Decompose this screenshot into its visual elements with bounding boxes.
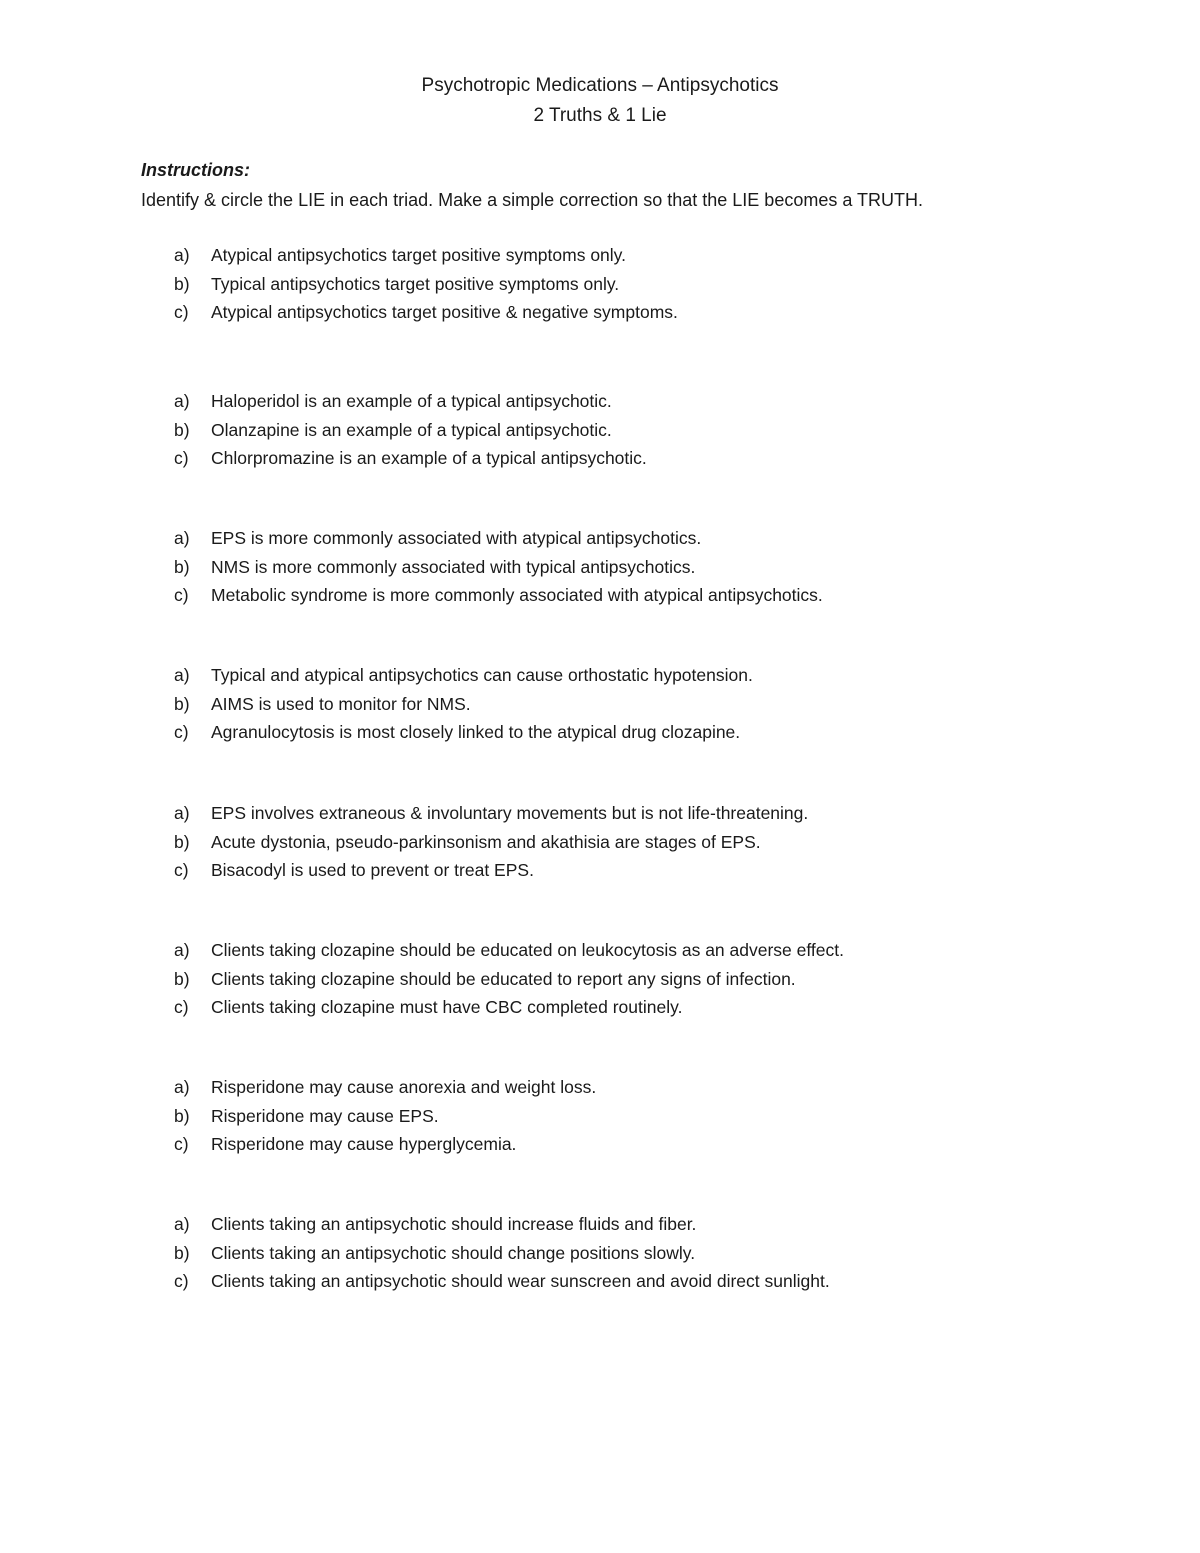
item-marker: b) xyxy=(174,1105,190,1126)
item-statement: Haloperidol is an example of a typical antipsychotic. xyxy=(211,391,612,411)
item-marker: b) xyxy=(174,831,190,852)
item-marker: b) xyxy=(174,968,190,989)
item-statement: Bisacodyl is used to prevent or treat EPS. xyxy=(211,860,534,881)
item-statement: Risperidone may cause anorexia and weight loss. xyxy=(211,1077,597,1097)
item-marker: c) xyxy=(174,1271,189,1292)
item-statement: Acute dystonia, pseudo-parkinsonism and akathisia are stages of EPS. xyxy=(211,831,761,852)
item-marker: a) xyxy=(174,803,190,823)
item-statement: Atypical antipsychotics target positive & negative symptoms. xyxy=(211,302,678,323)
item-marker: c) xyxy=(174,997,189,1018)
item-marker: b) xyxy=(174,419,190,440)
item-statement: Agranulocytosis is most closely linked to the atypical drug clozapine. xyxy=(211,722,741,743)
item-marker: c) xyxy=(174,860,189,881)
item-marker: c) xyxy=(174,448,189,469)
item-statement: Metabolic syndrome is more commonly associated with atypical antipsychotics. xyxy=(211,585,823,606)
item-statement: Clients taking clozapine should be educated on leukocytosis as an adverse effect. xyxy=(211,940,844,960)
item-statement: Atypical antipsychotics target positive symptoms only. xyxy=(211,245,626,265)
item-statement: EPS is more commonly associated with atypical antipsychotics. xyxy=(211,528,702,548)
item-statement: Typical antipsychotics target positive symptoms only. xyxy=(211,273,620,294)
item-marker: c) xyxy=(174,302,189,323)
item-statement: Clients taking clozapine should be educated to report any signs of infection. xyxy=(211,968,796,989)
item-statement: Clients taking an antipsychotic should wear sunscreen and avoid direct sunlight. xyxy=(211,1271,830,1292)
item-marker: c) xyxy=(174,585,189,606)
item-statement: EPS involves extraneous & involuntary movements but is not life-threatening. xyxy=(211,803,809,823)
page-title: Psychotropic Medications – Antipsychotics xyxy=(421,75,779,96)
item-marker: c) xyxy=(174,1134,189,1155)
item-statement: NMS is more commonly associated with typical antipsychotics. xyxy=(211,556,696,577)
item-statement: Risperidone may cause EPS. xyxy=(211,1105,439,1126)
item-statement: Risperidone may cause hyperglycemia. xyxy=(211,1134,517,1155)
item-marker: a) xyxy=(174,940,190,960)
item-statement: Typical and atypical antipsychotics can cause orthostatic hypotension. xyxy=(211,665,753,685)
instructions-text: Identify & circle the LIE in each triad. Make a simple correction so that the LIE becomes a TRUTH. xyxy=(141,190,924,210)
item-marker: b) xyxy=(174,556,190,577)
item-marker: a) xyxy=(174,1214,190,1234)
item-marker: a) xyxy=(174,528,190,548)
item-marker: c) xyxy=(174,722,189,743)
item-marker: b) xyxy=(174,1242,190,1263)
item-marker: b) xyxy=(174,693,190,714)
item-statement: Clients taking an antipsychotic should change positions slowly. xyxy=(211,1242,696,1263)
item-statement: Clients taking an antipsychotic should increase fluids and fiber. xyxy=(211,1214,697,1234)
page-subtitle: 2 Truths & 1 Lie xyxy=(533,105,667,126)
item-statement: Chlorpromazine is an example of a typical antipsychotic. xyxy=(211,448,647,469)
item-statement: Clients taking clozapine must have CBC completed routinely. xyxy=(211,997,683,1018)
item-marker: a) xyxy=(174,665,190,685)
item-marker: b) xyxy=(174,273,190,294)
item-marker: a) xyxy=(174,1077,190,1097)
item-statement: Olanzapine is an example of a typical antipsychotic. xyxy=(211,419,612,440)
instructions-label: Instructions: xyxy=(141,160,251,180)
item-marker: a) xyxy=(174,391,190,411)
item-statement: AIMS is used to monitor for NMS. xyxy=(211,693,471,714)
item-marker: a) xyxy=(174,245,190,265)
